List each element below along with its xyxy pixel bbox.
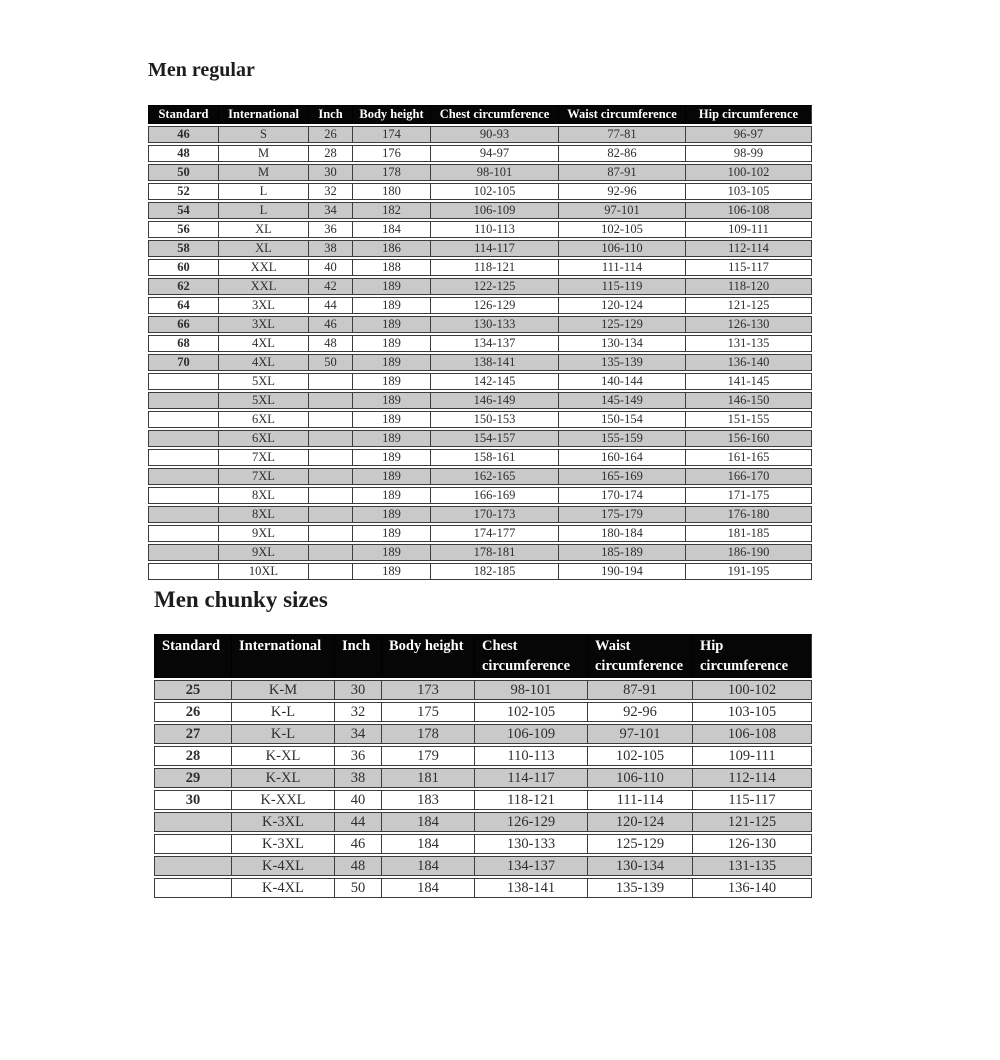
table-cell: M bbox=[218, 164, 308, 181]
table-cell: 30 bbox=[154, 790, 231, 810]
table-cell: 110-113 bbox=[430, 221, 558, 238]
table-cell bbox=[148, 525, 218, 542]
table-cell bbox=[308, 430, 352, 447]
table-cell: 126-130 bbox=[685, 316, 812, 333]
table-cell: 36 bbox=[308, 221, 352, 238]
table-cell: 135-139 bbox=[558, 354, 685, 371]
table-cell: 182-185 bbox=[430, 563, 558, 580]
table-cell: 106-110 bbox=[558, 240, 685, 257]
table-cell: L bbox=[218, 202, 308, 219]
table-cell: 26 bbox=[308, 126, 352, 143]
table-cell: 106-108 bbox=[685, 202, 812, 219]
men-chunky-size-table bbox=[154, 632, 812, 900]
table-cell: 26 bbox=[154, 702, 231, 722]
table-cell: 141-145 bbox=[685, 373, 812, 390]
table-cell: 27 bbox=[154, 724, 231, 744]
table-cell: 87-91 bbox=[558, 164, 685, 181]
table-cell: 34 bbox=[308, 202, 352, 219]
table-cell: 186-190 bbox=[685, 544, 812, 561]
table-cell: 46 bbox=[308, 316, 352, 333]
table-cell: 48 bbox=[148, 145, 218, 162]
table-cell: 184 bbox=[381, 834, 474, 854]
table-cell: 189 bbox=[352, 468, 430, 485]
table-cell: 30 bbox=[308, 164, 352, 181]
table-cell: 184 bbox=[352, 221, 430, 238]
table-cell: 130-134 bbox=[587, 856, 692, 876]
table-cell bbox=[308, 487, 352, 504]
table-row bbox=[148, 468, 812, 485]
table-cell: 28 bbox=[154, 746, 231, 766]
column-header: Chest circumference bbox=[430, 105, 558, 124]
table-cell: 38 bbox=[334, 768, 381, 788]
table-row bbox=[148, 221, 812, 238]
table-cell bbox=[148, 487, 218, 504]
table-cell: 25 bbox=[154, 680, 231, 700]
table-cell: 121-125 bbox=[692, 812, 812, 832]
table-cell: 191-195 bbox=[685, 563, 812, 580]
column-header: Hip circumference bbox=[692, 634, 812, 678]
table-cell: 5XL bbox=[218, 392, 308, 409]
table-cell: 125-129 bbox=[558, 316, 685, 333]
table-cell: 134-137 bbox=[474, 856, 587, 876]
men-chunky-title: Men chunky sizes bbox=[154, 587, 328, 612]
table-cell: 102-105 bbox=[587, 746, 692, 766]
table-cell bbox=[308, 449, 352, 466]
table-cell: K-4XL bbox=[231, 878, 334, 898]
table-cell: 98-101 bbox=[430, 164, 558, 181]
table-cell: 145-149 bbox=[558, 392, 685, 409]
table-cell: 32 bbox=[308, 183, 352, 200]
table-cell: 189 bbox=[352, 487, 430, 504]
men-regular-section bbox=[148, 60, 812, 582]
table-cell: K-3XL bbox=[231, 834, 334, 854]
table-cell: K-4XL bbox=[231, 856, 334, 876]
table-cell: 87-91 bbox=[587, 680, 692, 700]
table-cell: 98-99 bbox=[685, 145, 812, 162]
table-cell: 188 bbox=[352, 259, 430, 276]
table-cell: 7XL bbox=[218, 449, 308, 466]
table-row bbox=[148, 278, 812, 295]
table-cell: 4XL bbox=[218, 335, 308, 352]
table-cell: 122-125 bbox=[430, 278, 558, 295]
table-cell: 96-97 bbox=[685, 126, 812, 143]
table-cell: 136-140 bbox=[692, 878, 812, 898]
table-cell: 189 bbox=[352, 373, 430, 390]
table-cell: 48 bbox=[308, 335, 352, 352]
table-cell: 130-133 bbox=[474, 834, 587, 854]
table-cell: 50 bbox=[148, 164, 218, 181]
table-cell: 136-140 bbox=[685, 354, 812, 371]
table-cell: 118-121 bbox=[474, 790, 587, 810]
table-cell: 184 bbox=[381, 878, 474, 898]
table-cell: 121-125 bbox=[685, 297, 812, 314]
table-cell: K-XXL bbox=[231, 790, 334, 810]
table-cell: 115-119 bbox=[558, 278, 685, 295]
table-cell: 106-108 bbox=[692, 724, 812, 744]
table-cell: 106-109 bbox=[430, 202, 558, 219]
table-cell: 120-124 bbox=[558, 297, 685, 314]
table-cell bbox=[308, 392, 352, 409]
table-cell: 182 bbox=[352, 202, 430, 219]
table-cell: 189 bbox=[352, 449, 430, 466]
table-cell: 5XL bbox=[218, 373, 308, 390]
table-cell: 184 bbox=[381, 856, 474, 876]
table-cell: 160-164 bbox=[558, 449, 685, 466]
table-cell: 44 bbox=[334, 812, 381, 832]
table-cell: M bbox=[218, 145, 308, 162]
table-cell: 97-101 bbox=[587, 724, 692, 744]
table-cell: 56 bbox=[148, 221, 218, 238]
table-row bbox=[148, 392, 812, 409]
table-cell: 50 bbox=[308, 354, 352, 371]
table-cell: 28 bbox=[308, 145, 352, 162]
column-header: Standard bbox=[148, 105, 218, 124]
table-cell: 90-93 bbox=[430, 126, 558, 143]
table-cell bbox=[148, 373, 218, 390]
table-cell bbox=[154, 812, 231, 832]
table-cell: 111-114 bbox=[558, 259, 685, 276]
table-cell: 100-102 bbox=[685, 164, 812, 181]
table-cell: 126-130 bbox=[692, 834, 812, 854]
header-row bbox=[148, 105, 812, 124]
table-row bbox=[148, 449, 812, 466]
table-row bbox=[148, 525, 812, 542]
table-row bbox=[148, 259, 812, 276]
table-row bbox=[148, 335, 812, 352]
table-cell: 185-189 bbox=[558, 544, 685, 561]
table-cell: 34 bbox=[334, 724, 381, 744]
table-row bbox=[154, 768, 812, 788]
table-cell: 162-165 bbox=[430, 468, 558, 485]
table-cell: S bbox=[218, 126, 308, 143]
table-cell: 140-144 bbox=[558, 373, 685, 390]
table-cell: 189 bbox=[352, 563, 430, 580]
table-row bbox=[154, 856, 812, 876]
table-cell: 46 bbox=[148, 126, 218, 143]
table-cell: 189 bbox=[352, 335, 430, 352]
table-cell: 100-102 bbox=[692, 680, 812, 700]
column-header: International bbox=[231, 634, 334, 678]
table-cell: 54 bbox=[148, 202, 218, 219]
table-cell: 181-185 bbox=[685, 525, 812, 542]
table-cell: XL bbox=[218, 221, 308, 238]
table-cell: 184 bbox=[381, 812, 474, 832]
table-row bbox=[148, 354, 812, 371]
table-cell bbox=[308, 468, 352, 485]
table-row bbox=[154, 702, 812, 722]
table-cell: 70 bbox=[148, 354, 218, 371]
table-cell: 9XL bbox=[218, 525, 308, 542]
table-cell: 36 bbox=[334, 746, 381, 766]
table-cell: XXL bbox=[218, 259, 308, 276]
table-cell: 110-113 bbox=[474, 746, 587, 766]
table-row bbox=[148, 202, 812, 219]
table-cell: 175 bbox=[381, 702, 474, 722]
column-header: Body height bbox=[381, 634, 474, 678]
table-cell: 173 bbox=[381, 680, 474, 700]
table-cell: 82-86 bbox=[558, 145, 685, 162]
table-cell bbox=[148, 468, 218, 485]
table-cell: 166-170 bbox=[685, 468, 812, 485]
table-cell: 102-105 bbox=[430, 183, 558, 200]
table-cell bbox=[148, 449, 218, 466]
table-cell: 8XL bbox=[218, 487, 308, 504]
table-cell: 130-133 bbox=[430, 316, 558, 333]
column-header: Waist circumference bbox=[587, 634, 692, 678]
table-row bbox=[148, 183, 812, 200]
table-row bbox=[154, 746, 812, 766]
table-cell: 126-129 bbox=[474, 812, 587, 832]
table-cell: 142-145 bbox=[430, 373, 558, 390]
table-cell: 176-180 bbox=[685, 506, 812, 523]
table-cell: 189 bbox=[352, 506, 430, 523]
table-cell: 50 bbox=[334, 878, 381, 898]
column-header: Hip circumference bbox=[685, 105, 812, 124]
table-cell: 189 bbox=[352, 392, 430, 409]
table-cell bbox=[308, 411, 352, 428]
table-cell: K-3XL bbox=[231, 812, 334, 832]
table-cell: 174 bbox=[352, 126, 430, 143]
table-cell: 98-101 bbox=[474, 680, 587, 700]
table-cell: 109-111 bbox=[692, 746, 812, 766]
table-cell: 155-159 bbox=[558, 430, 685, 447]
table-cell: 4XL bbox=[218, 354, 308, 371]
table-cell bbox=[148, 392, 218, 409]
table-cell bbox=[308, 563, 352, 580]
header-row bbox=[154, 634, 812, 678]
table-row bbox=[154, 834, 812, 854]
table-row bbox=[148, 126, 812, 143]
table-cell: 94-97 bbox=[430, 145, 558, 162]
table-row bbox=[154, 724, 812, 744]
table-cell: 176 bbox=[352, 145, 430, 162]
table-cell: 181 bbox=[381, 768, 474, 788]
table-cell bbox=[148, 411, 218, 428]
table-cell: 109-111 bbox=[685, 221, 812, 238]
table-cell: 189 bbox=[352, 297, 430, 314]
table-cell bbox=[154, 856, 231, 876]
table-row bbox=[148, 297, 812, 314]
table-cell: 106-110 bbox=[587, 768, 692, 788]
table-cell: 170-174 bbox=[558, 487, 685, 504]
table-cell: 3XL bbox=[218, 297, 308, 314]
table-cell: 151-155 bbox=[685, 411, 812, 428]
table-cell: 138-141 bbox=[430, 354, 558, 371]
table-cell: 166-169 bbox=[430, 487, 558, 504]
table-cell bbox=[154, 878, 231, 898]
table-cell: 92-96 bbox=[587, 702, 692, 722]
table-row bbox=[154, 812, 812, 832]
table-cell: 134-137 bbox=[430, 335, 558, 352]
table-cell: 180 bbox=[352, 183, 430, 200]
table-row bbox=[148, 240, 812, 257]
table-row bbox=[148, 544, 812, 561]
table-cell: 156-160 bbox=[685, 430, 812, 447]
table-cell: 10XL bbox=[218, 563, 308, 580]
table-cell: 158-161 bbox=[430, 449, 558, 466]
table-cell: 189 bbox=[352, 544, 430, 561]
table-cell: 189 bbox=[352, 316, 430, 333]
table-row bbox=[154, 680, 812, 700]
table-row bbox=[148, 487, 812, 504]
table-cell: 165-169 bbox=[558, 468, 685, 485]
table-cell: 40 bbox=[334, 790, 381, 810]
men-regular-size-table bbox=[148, 103, 812, 582]
table-cell: XXL bbox=[218, 278, 308, 295]
table-row bbox=[154, 878, 812, 898]
table-cell: K-L bbox=[231, 724, 334, 744]
table-cell: 178 bbox=[381, 724, 474, 744]
table-cell: 131-135 bbox=[692, 856, 812, 876]
table-cell bbox=[308, 525, 352, 542]
table-cell: 62 bbox=[148, 278, 218, 295]
table-cell: 106-109 bbox=[474, 724, 587, 744]
table-cell: 68 bbox=[148, 335, 218, 352]
table-cell: 92-96 bbox=[558, 183, 685, 200]
table-cell: 120-124 bbox=[587, 812, 692, 832]
table-cell: 174-177 bbox=[430, 525, 558, 542]
table-cell: 58 bbox=[148, 240, 218, 257]
table-cell: 42 bbox=[308, 278, 352, 295]
column-header: Standard bbox=[154, 634, 231, 678]
table-cell: 154-157 bbox=[430, 430, 558, 447]
table-cell: 183 bbox=[381, 790, 474, 810]
table-cell: 189 bbox=[352, 411, 430, 428]
table-cell: 189 bbox=[352, 278, 430, 295]
table-cell: 125-129 bbox=[587, 834, 692, 854]
table-cell: 8XL bbox=[218, 506, 308, 523]
table-cell: 189 bbox=[352, 354, 430, 371]
table-cell: 115-117 bbox=[692, 790, 812, 810]
column-header: Chest circumference bbox=[474, 634, 587, 678]
table-cell: 29 bbox=[154, 768, 231, 788]
table-row bbox=[148, 430, 812, 447]
table-cell: 46 bbox=[334, 834, 381, 854]
table-cell: 102-105 bbox=[474, 702, 587, 722]
table-cell: 103-105 bbox=[685, 183, 812, 200]
table-cell: 40 bbox=[308, 259, 352, 276]
table-row bbox=[154, 790, 812, 810]
table-cell bbox=[154, 834, 231, 854]
table-cell: 179 bbox=[381, 746, 474, 766]
table-cell: 115-117 bbox=[685, 259, 812, 276]
table-cell: 102-105 bbox=[558, 221, 685, 238]
table-cell: 118-120 bbox=[685, 278, 812, 295]
table-cell: 135-139 bbox=[587, 878, 692, 898]
table-cell bbox=[148, 544, 218, 561]
table-cell: 170-173 bbox=[430, 506, 558, 523]
table-cell: 189 bbox=[352, 525, 430, 542]
table-cell bbox=[308, 544, 352, 561]
table-cell: 111-114 bbox=[587, 790, 692, 810]
table-cell: 112-114 bbox=[692, 768, 812, 788]
table-cell: 38 bbox=[308, 240, 352, 257]
table-cell: 146-149 bbox=[430, 392, 558, 409]
table-row bbox=[148, 145, 812, 162]
column-header: Inch bbox=[334, 634, 381, 678]
table-row bbox=[148, 164, 812, 181]
table-cell: 52 bbox=[148, 183, 218, 200]
table-cell: 146-150 bbox=[685, 392, 812, 409]
column-header: Body height bbox=[352, 105, 430, 124]
table-cell: 138-141 bbox=[474, 878, 587, 898]
table-cell: 150-153 bbox=[430, 411, 558, 428]
table-cell: 171-175 bbox=[685, 487, 812, 504]
table-cell: 175-179 bbox=[558, 506, 685, 523]
column-header: Inch bbox=[308, 105, 352, 124]
table-row bbox=[148, 373, 812, 390]
table-cell: 118-121 bbox=[430, 259, 558, 276]
table-cell: XL bbox=[218, 240, 308, 257]
table-cell: 150-154 bbox=[558, 411, 685, 428]
table-cell: 161-165 bbox=[685, 449, 812, 466]
table-cell: 6XL bbox=[218, 411, 308, 428]
column-header: International bbox=[218, 105, 308, 124]
table-cell: 114-117 bbox=[474, 768, 587, 788]
table-cell: K-XL bbox=[231, 768, 334, 788]
table-cell: 6XL bbox=[218, 430, 308, 447]
table-cell: 7XL bbox=[218, 468, 308, 485]
table-cell bbox=[308, 506, 352, 523]
table-cell: 97-101 bbox=[558, 202, 685, 219]
table-row bbox=[148, 411, 812, 428]
table-row bbox=[148, 506, 812, 523]
men-regular-title: Men regular bbox=[148, 59, 255, 81]
table-cell: K-XL bbox=[231, 746, 334, 766]
table-cell: L bbox=[218, 183, 308, 200]
table-cell: 66 bbox=[148, 316, 218, 333]
table-cell: 189 bbox=[352, 430, 430, 447]
table-cell: 114-117 bbox=[430, 240, 558, 257]
table-cell: 9XL bbox=[218, 544, 308, 561]
table-cell: 48 bbox=[334, 856, 381, 876]
table-cell: 178 bbox=[352, 164, 430, 181]
table-cell: 126-129 bbox=[430, 297, 558, 314]
table-cell: 112-114 bbox=[685, 240, 812, 257]
table-cell: 44 bbox=[308, 297, 352, 314]
table-cell: K-M bbox=[231, 680, 334, 700]
table-cell: 186 bbox=[352, 240, 430, 257]
column-header: Waist circumference bbox=[558, 105, 685, 124]
table-cell: 131-135 bbox=[685, 335, 812, 352]
table-cell bbox=[148, 506, 218, 523]
table-cell: 64 bbox=[148, 297, 218, 314]
table-cell: 103-105 bbox=[692, 702, 812, 722]
table-row bbox=[148, 563, 812, 580]
table-row bbox=[148, 316, 812, 333]
table-cell: 180-184 bbox=[558, 525, 685, 542]
table-cell bbox=[148, 563, 218, 580]
table-cell: 30 bbox=[334, 680, 381, 700]
table-cell: 32 bbox=[334, 702, 381, 722]
table-cell: K-L bbox=[231, 702, 334, 722]
table-cell bbox=[148, 430, 218, 447]
table-cell: 3XL bbox=[218, 316, 308, 333]
table-cell: 190-194 bbox=[558, 563, 685, 580]
table-cell: 77-81 bbox=[558, 126, 685, 143]
table-cell: 60 bbox=[148, 259, 218, 276]
table-cell: 178-181 bbox=[430, 544, 558, 561]
men-chunky-section bbox=[154, 588, 812, 900]
table-cell: 130-134 bbox=[558, 335, 685, 352]
table-cell bbox=[308, 373, 352, 390]
